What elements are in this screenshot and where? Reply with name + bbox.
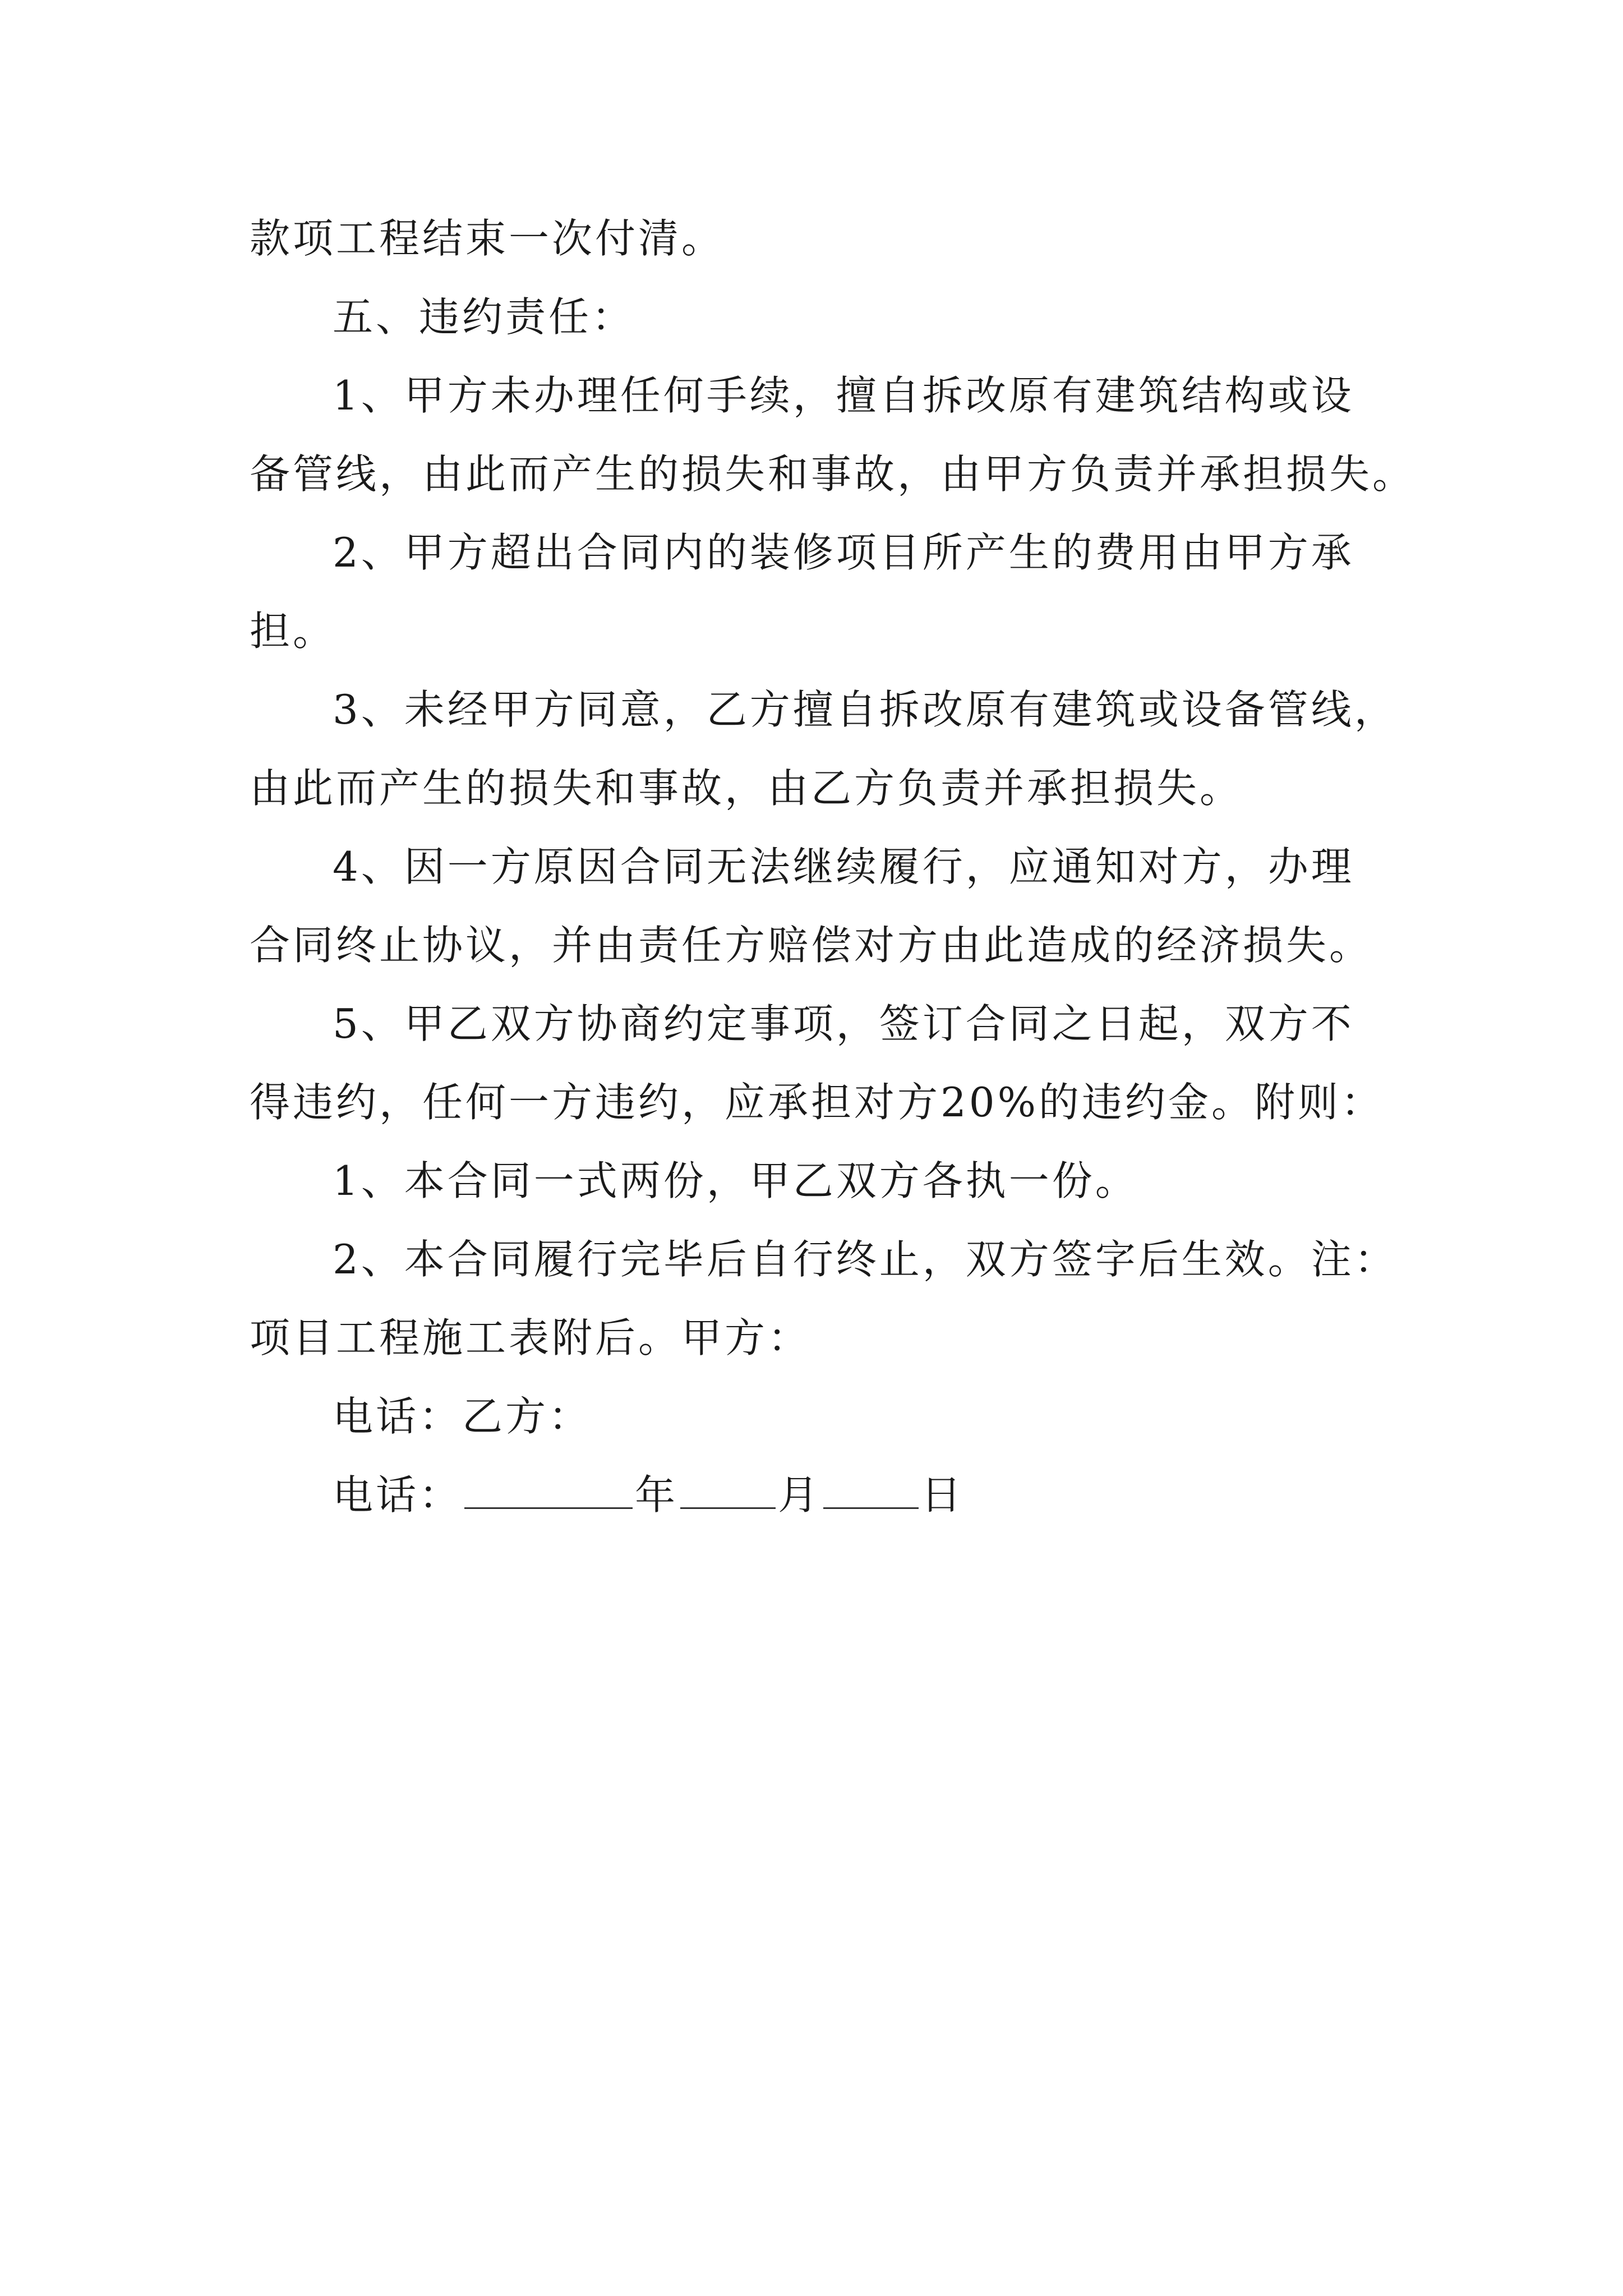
text-line: 2、本合同履行完毕后自行终止，双方签字后生效。注： bbox=[333, 1236, 1398, 1283]
day-label: 日 bbox=[921, 1471, 965, 1519]
section-heading: 五、违约责任： bbox=[333, 293, 635, 341]
text-line: 合同终止协议，并由责任方赔偿对方由此造成的经济损失。 bbox=[250, 922, 1373, 969]
phone-blank[interactable] bbox=[464, 1476, 633, 1509]
text-line: 款项工程结束一次付清。 bbox=[250, 215, 725, 262]
text-line: 4、因一方原因合同无法继续履行，应通知对方，办理 bbox=[333, 843, 1354, 890]
date-line bbox=[250, 1456, 1405, 1534]
contract-text bbox=[250, 199, 1416, 1534]
text-line: 1、本合同一式两份，甲乙双方各执一份。 bbox=[333, 1157, 1138, 1204]
text-line: 3、未经甲方同意，乙方擅自拆改原有建筑或设备管线， bbox=[333, 686, 1398, 733]
text-line: 担。 bbox=[250, 608, 336, 655]
text-line: 得违约，任何一方违约，应承担对方20%的违约金。附则： bbox=[250, 1079, 1385, 1126]
text-line: 2、甲方超出合同内的装修项目所产生的费用由甲方承 bbox=[333, 529, 1354, 576]
signature-line: 电话：乙方： bbox=[333, 1393, 592, 1440]
text-line: 项目工程施工表附后。甲方： bbox=[250, 1314, 811, 1361]
text-line: 1、甲方未办理任何手续，擅自拆改原有建筑结构或设 bbox=[333, 372, 1354, 419]
text-line: 备管线，由此而产生的损失和事故，由甲方负责并承担损失。 bbox=[250, 450, 1416, 498]
month-label: 月 bbox=[778, 1471, 822, 1519]
phone-label: 电话： bbox=[333, 1471, 463, 1519]
year-label: 年 bbox=[635, 1471, 679, 1519]
month-blank[interactable] bbox=[680, 1476, 776, 1509]
day-blank[interactable] bbox=[823, 1476, 919, 1509]
text-line: 由此而产生的损失和事故，由乙方负责并承担损失。 bbox=[250, 765, 1243, 812]
text-line: 5、甲乙双方协商约定事项，签订合同之日起，双方不 bbox=[333, 1000, 1354, 1047]
